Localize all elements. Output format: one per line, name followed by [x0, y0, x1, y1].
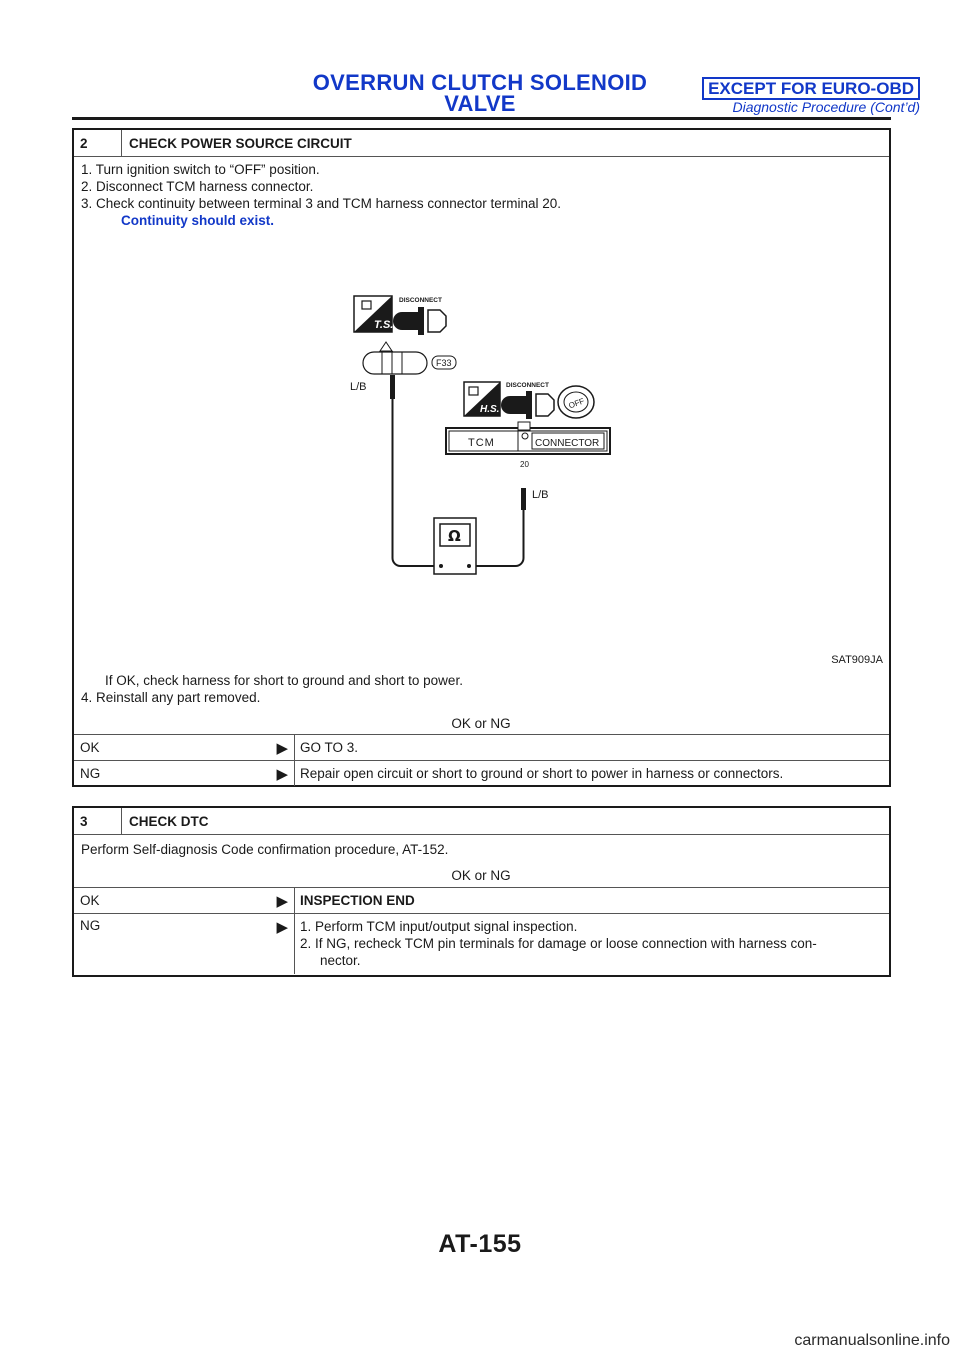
ng-action-line-3: nector.	[320, 953, 361, 968]
result-ok-label: OK	[80, 893, 100, 908]
connector-f33	[363, 342, 456, 374]
ignition-key-icon	[558, 386, 594, 418]
connector-label: CONNECTOR	[535, 438, 600, 449]
disconnect-label: DISCONNECT	[399, 297, 442, 304]
key-off-label: OFF	[567, 396, 586, 411]
step-3-body	[74, 835, 889, 887]
result-ok-action: INSPECTION END	[294, 888, 889, 913]
step-3-number: 3	[74, 808, 122, 834]
ts-label: T.S.	[374, 319, 394, 331]
result-ok-action: GO TO 3.	[294, 735, 889, 760]
header-divider	[72, 117, 891, 120]
instruction-3: 3. Check continuity between terminal 3 and TCM harness connector terminal 20.	[81, 196, 561, 211]
page-title-line1: OVERRUN CLUTCH SOLENOID	[312, 70, 648, 95]
disconnect-icon	[393, 297, 446, 335]
probe-right	[521, 488, 526, 510]
hs-icon	[464, 382, 500, 416]
connector-id-label: F33	[436, 358, 452, 368]
step-2-header	[74, 130, 889, 157]
step-3-header	[74, 808, 889, 835]
lead-left	[393, 399, 437, 566]
result-ng-action	[294, 914, 889, 974]
probe-left	[390, 375, 395, 399]
step-3-result-ng	[74, 914, 889, 974]
result-ng-action: Repair open circuit or short to ground or short to power in harness or connectors.	[294, 761, 889, 786]
instruction-1: 1. Turn ignition switch to “OFF” position.	[81, 162, 320, 177]
step-2-number: 2	[74, 130, 122, 156]
disconnect-label: DISCONNECT	[506, 382, 549, 389]
tcm-label: TCM	[468, 437, 495, 449]
section-badge: EXCEPT FOR EURO-OBD	[702, 77, 920, 100]
step-2-result-ok	[74, 735, 889, 761]
step-3-title: CHECK DTC	[129, 813, 209, 829]
wire-color-right: L/B	[532, 489, 549, 501]
page-title	[300, 72, 660, 114]
ok-ng-label: OK or NG	[451, 868, 511, 883]
arrow-right-icon: ▶	[276, 739, 288, 757]
tcm-connector	[446, 422, 610, 469]
arrow-right-icon: ▶	[276, 892, 288, 910]
instruction-4: 4. Reinstall any part removed.	[81, 690, 261, 705]
arrow-right-icon: ▶	[276, 765, 288, 783]
arrow-right-icon: ▶	[276, 919, 288, 936]
continuity-spec: Continuity should exist.	[121, 213, 275, 228]
continuity-check-diagram	[278, 290, 638, 730]
step-3-instruction: Perform Self-diagnosis Code confirmation procedure, AT-152.	[81, 842, 449, 857]
step-2-result-ng	[74, 761, 889, 786]
step-2-title: CHECK POWER SOURCE CIRCUIT	[129, 135, 352, 151]
hs-label: H.S.	[480, 404, 500, 415]
ng-action-line-1: 1. Perform TCM input/output signal inspection.	[300, 919, 578, 934]
short-check-note: If OK, check harness for short to ground and short to power.	[105, 673, 463, 688]
ok-ng-label: OK or NG	[451, 716, 511, 731]
step-3-body-row	[74, 835, 889, 888]
wire-color-left: L/B	[350, 381, 367, 393]
disconnect-icon	[501, 382, 554, 419]
watermark: carmanualsonline.info	[794, 1332, 950, 1349]
ng-action-line-2: 2. If NG, recheck TCM pin terminals for damage or loose connection with harness con-	[300, 936, 817, 951]
ts-icon	[354, 296, 393, 332]
section-subtitle: Diagnostic Procedure (Cont’d)	[732, 99, 920, 115]
page-title-line2: VALVE	[444, 91, 516, 116]
step-3-box	[72, 806, 891, 977]
result-ng-label: NG	[80, 766, 101, 781]
ohm-symbol: Ω	[448, 527, 461, 545]
terminal-20-label: 20	[520, 460, 529, 469]
instruction-2: 2. Disconnect TCM harness connector.	[81, 179, 314, 194]
ohmmeter-icon	[434, 518, 476, 574]
step-3-result-ok	[74, 888, 889, 914]
result-ok-label: OK	[80, 740, 100, 755]
result-ng-label: NG	[80, 918, 101, 933]
lead-right	[474, 510, 524, 566]
page-number: AT-155	[438, 1230, 522, 1258]
figure-code: SAT909JA	[831, 654, 883, 666]
